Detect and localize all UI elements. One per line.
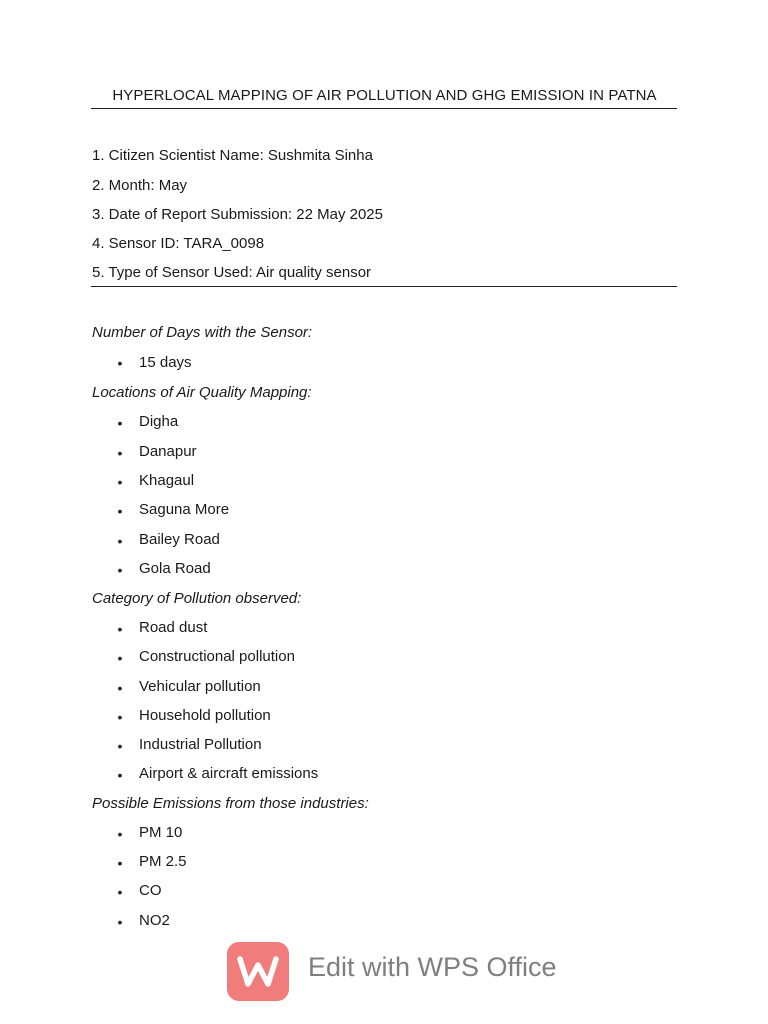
- bullet-icon: •: [117, 914, 123, 930]
- bullet-icon: •: [117, 355, 123, 371]
- list-item: Industrial Pollution: [139, 736, 262, 753]
- bullet-icon: •: [117, 562, 123, 578]
- list-item: Road dust: [139, 619, 208, 636]
- detail-citizen-scientist-name: 1. Citizen Scientist Name: Sushmita Sinha: [92, 147, 373, 164]
- bullet-icon: •: [117, 738, 123, 754]
- list-item: 15 days: [139, 354, 192, 371]
- bullet-icon: •: [117, 767, 123, 783]
- detail-month: 2. Month: May: [92, 177, 188, 194]
- list-item: NO2: [139, 912, 170, 929]
- bullet-icon: •: [117, 855, 123, 871]
- wps-logo-icon: [227, 942, 289, 1001]
- list-item: Airport & aircraft emissions: [139, 765, 319, 782]
- bullet-icon: •: [117, 884, 123, 900]
- bullet-icon: •: [117, 709, 123, 725]
- list-item: PM 2.5: [139, 853, 187, 870]
- list-item: PM 10: [139, 824, 183, 841]
- wps-watermark-text: Edit with WPS Office: [308, 952, 557, 982]
- bullet-icon: •: [117, 680, 123, 696]
- details-divider: [91, 286, 677, 287]
- bullet-icon: •: [117, 533, 123, 549]
- section-heading-locations: Locations of Air Quality Mapping:: [92, 384, 312, 401]
- bullet-icon: •: [117, 415, 123, 431]
- bullet-icon: •: [117, 445, 123, 461]
- bullet-icon: •: [117, 826, 123, 842]
- list-item: Danapur: [139, 443, 197, 460]
- list-item: Digha: [139, 413, 179, 430]
- list-item: Bailey Road: [139, 531, 220, 548]
- detail-report-submission-date: 3. Date of Report Submission: 22 May 2025: [92, 206, 383, 223]
- section-heading-possible-emissions: Possible Emissions from those industries:: [92, 795, 369, 812]
- bullet-icon: •: [117, 474, 123, 490]
- list-item: Saguna More: [139, 501, 230, 518]
- section-heading-days-with-sensor: Number of Days with the Sensor:: [92, 324, 313, 341]
- list-item: Gola Road: [139, 560, 211, 577]
- list-item: CO: [139, 882, 162, 899]
- detail-sensor-id: 4. Sensor ID: TARA_0098: [92, 235, 265, 252]
- list-item: Household pollution: [139, 707, 271, 724]
- title-underline: [91, 108, 677, 109]
- bullet-icon: •: [117, 503, 123, 519]
- detail-sensor-type: 5. Type of Sensor Used: Air quality sensor: [92, 264, 372, 281]
- list-item: Vehicular pollution: [139, 678, 261, 695]
- list-item: Khagaul: [139, 472, 195, 489]
- section-heading-pollution-category: Category of Pollution observed:: [92, 590, 302, 607]
- bullet-icon: •: [117, 621, 123, 637]
- bullet-icon: •: [117, 650, 123, 666]
- document-title: HYPERLOCAL MAPPING OF AIR POLLUTION AND GHG EMISSION IN PATNA: [112, 87, 657, 104]
- list-item: Constructional pollution: [139, 648, 295, 665]
